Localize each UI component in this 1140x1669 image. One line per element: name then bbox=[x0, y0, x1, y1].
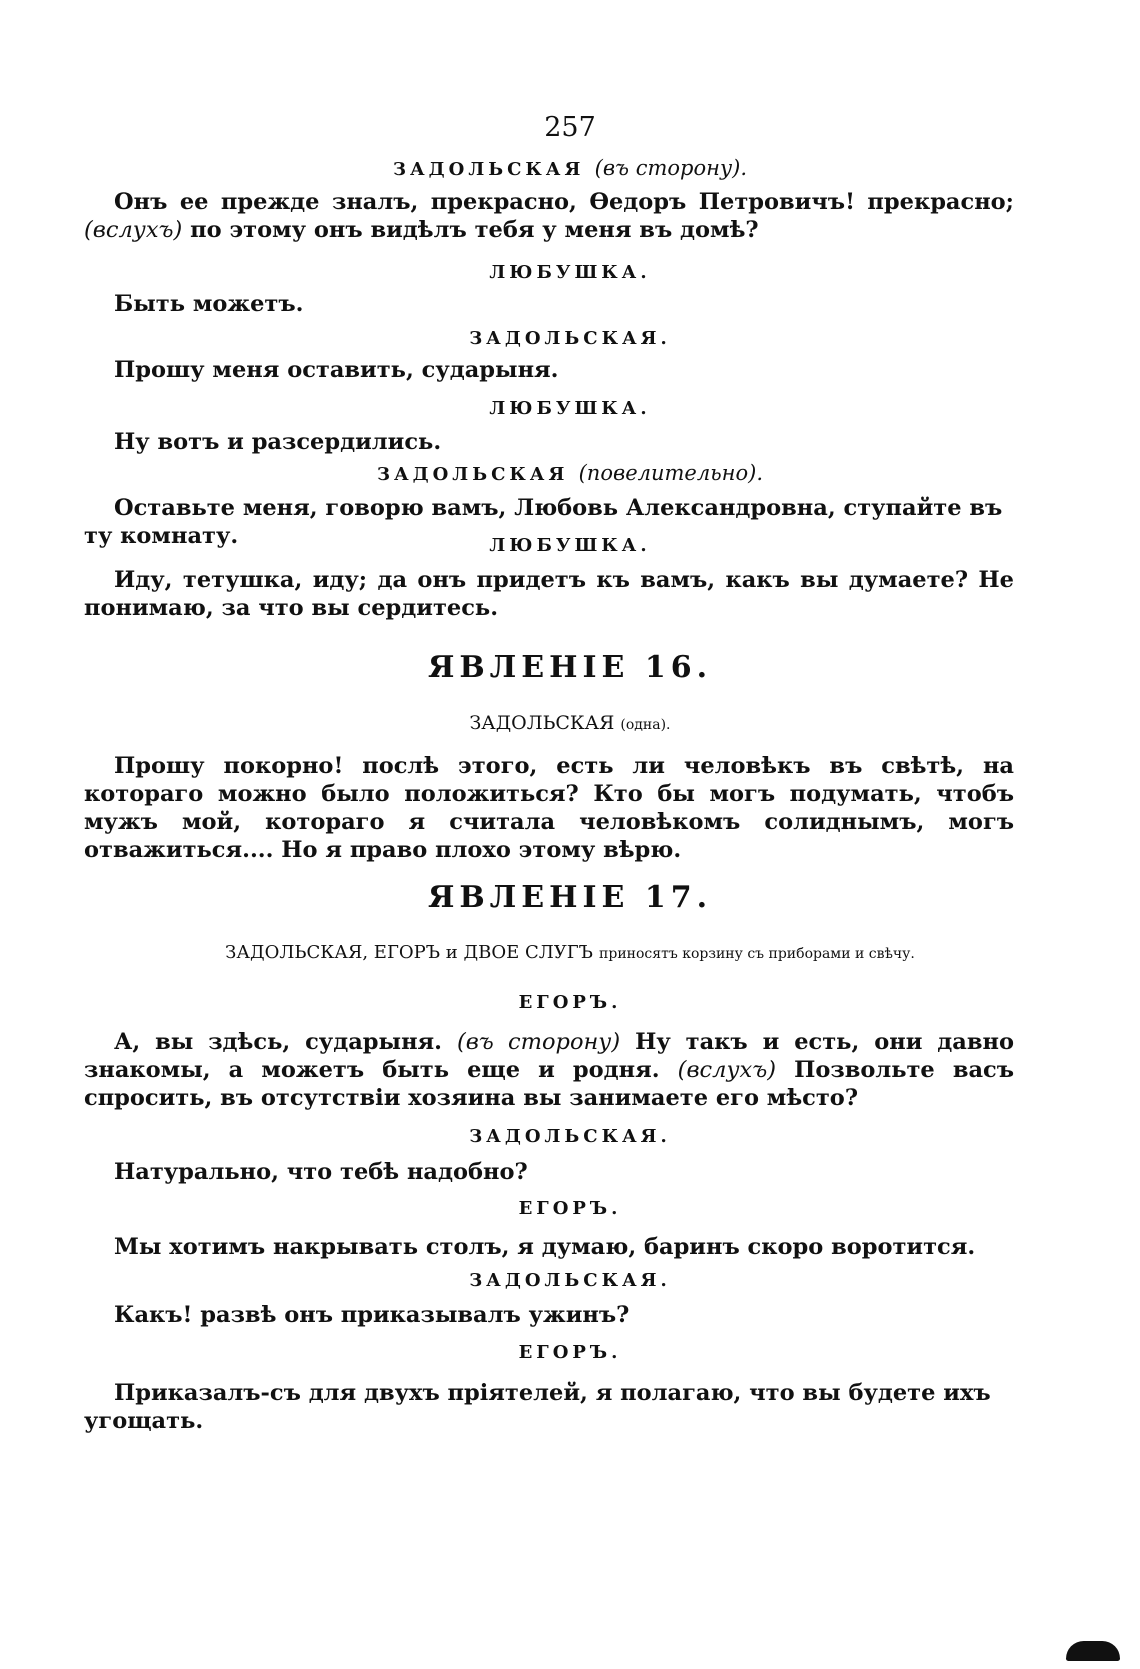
dialogue-line: Мы хотимъ накрывать столъ, я думаю, баринъ скоро воротится. bbox=[114, 1234, 976, 1260]
stage-note bbox=[0, 712, 1140, 734]
dialogue-text: Позвольте васъ спросить, въ отсутствіи хозяина вы занимаете его мѣсто? bbox=[84, 1057, 1014, 1111]
stage-direction: приносятъ корзину съ приборами и свѣчу. bbox=[599, 946, 915, 962]
aside: (вслухъ) bbox=[677, 1057, 776, 1083]
stage-direction: (повелительно). bbox=[578, 461, 764, 485]
speaker-heading: ЕГОРЪ. bbox=[518, 992, 622, 1013]
dialogue-line: Оставьте меня, говорю вамъ, Любовь Александровна, ступайте въ ту комнату. bbox=[84, 495, 1003, 549]
speaker-heading: ЛЮБУШКА. bbox=[489, 398, 651, 419]
speaker-heading: ЗАДОЛЬСКАЯ. bbox=[469, 1270, 671, 1291]
page-number: 257 bbox=[544, 112, 596, 143]
speaker-heading bbox=[0, 461, 1140, 485]
stage-direction: (въ сторону). bbox=[594, 156, 747, 180]
speaker-heading: ЛЮБУШКА. bbox=[489, 262, 651, 283]
dialogue-line bbox=[84, 1028, 1014, 1112]
stage-direction: (одна). bbox=[620, 717, 671, 733]
speaker-heading: ЛЮБУШКА. bbox=[489, 535, 651, 556]
character-names: ЗАДОЛЬСКАЯ, ЕГОРЪ и ДВОЕ СЛУГЪ bbox=[225, 942, 593, 963]
speaker-name: ЗАДОЛЬСКАЯ bbox=[376, 464, 569, 485]
monologue: Прошу покорно! послѣ этого, есть ли человѣкъ въ свѣтѣ, на котораго можно было положиться? Кто бы могъ подумать, чтобъ мужъ мой, котораго я считала человѣкомъ солиднымъ, могъ отважиться.... Но я право плохо этому вѣрю. bbox=[84, 753, 1014, 863]
speaker-heading: ЗАДОЛЬСКАЯ. bbox=[469, 1126, 671, 1147]
dialogue-line: Ну вотъ и разсердились. bbox=[114, 429, 442, 455]
character-name: ЗАДОЛЬСКАЯ bbox=[469, 712, 615, 734]
dialogue-text: по этому онъ видѣлъ тебя у меня въ домѣ? bbox=[182, 217, 759, 243]
dialogue-line: Быть можетъ. bbox=[114, 291, 304, 317]
dialogue-line: Приказалъ-съ для двухъ пріятелей, я полагаю, что вы будете ихъ угощать. bbox=[84, 1380, 991, 1434]
aside: (въ сторону) bbox=[456, 1029, 621, 1055]
aside: (вслухъ) bbox=[84, 217, 183, 243]
speaker-heading: ЗАДОЛЬСКАЯ. bbox=[469, 328, 671, 349]
scene-heading: ЯВЛЕНІЕ 17. bbox=[427, 880, 713, 915]
dialogue-line bbox=[84, 188, 1014, 244]
speaker-heading: ЕГОРЪ. bbox=[518, 1342, 622, 1363]
speaker-heading: ЕГОРЪ. bbox=[518, 1198, 622, 1219]
speaker-name: ЗАДОЛЬСКАЯ bbox=[393, 159, 585, 180]
dialogue-text: Онъ ее прежде зналъ, прекрасно, Өедоръ Петровичъ! прекрасно; bbox=[114, 189, 1014, 215]
dialogue-text: А, вы здѣсь, сударыня. bbox=[114, 1029, 457, 1055]
dialogue-line: Какъ! развѣ онъ приказывалъ ужинъ? bbox=[114, 1302, 630, 1328]
dialogue-line: Прошу меня оставить, сударыня. bbox=[114, 357, 559, 383]
dialogue-line: Иду, тетушка, иду; да онъ придетъ къ вамъ, какъ вы думаете? Не понимаю, за что вы сердитесь. bbox=[84, 567, 1014, 621]
scene-heading: ЯВЛЕНІЕ 16. bbox=[427, 650, 713, 685]
dialogue-text: Ну такъ и есть, они давно знакомы, а можетъ быть еще и родня. bbox=[84, 1029, 1014, 1083]
scan-mark bbox=[1066, 1641, 1120, 1661]
dialogue-line: Натурально, что тебѣ надобно? bbox=[114, 1159, 528, 1185]
speaker-heading bbox=[0, 156, 1140, 180]
stage-note bbox=[0, 941, 1140, 963]
